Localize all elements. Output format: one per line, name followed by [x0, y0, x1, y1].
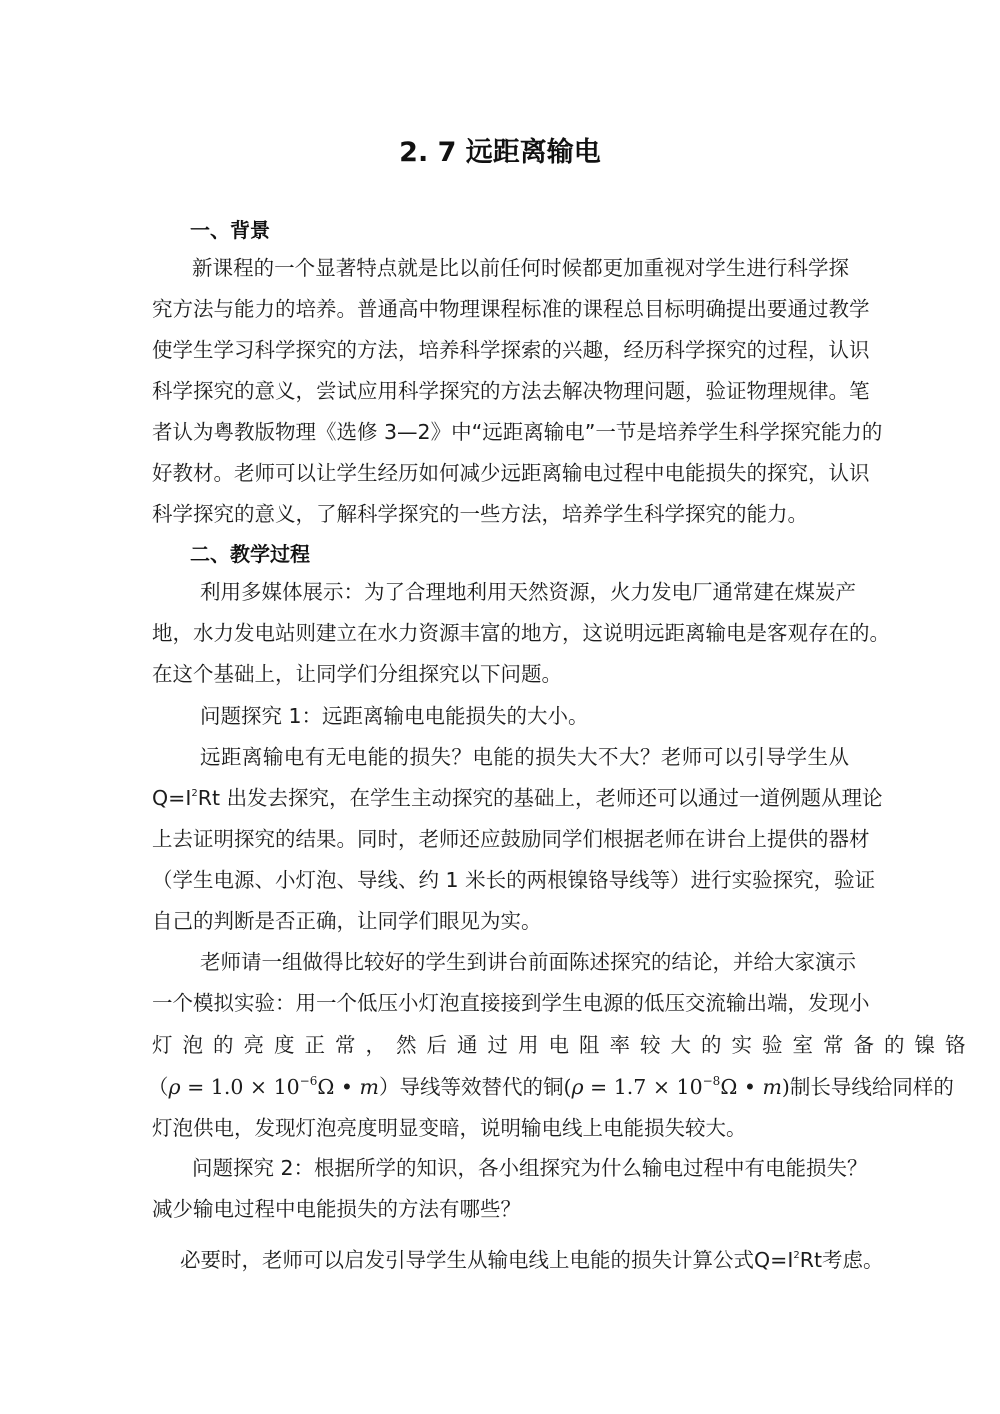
paragraph-line: 地，水力发电站则建立在水力资源丰富的地方，这说明远距离输电是客观存在的。: [152, 621, 890, 645]
paragraph-line: 利用多媒体展示：为了合理地利用天然资源，火力发电厂通常建在煤炭产: [200, 580, 856, 604]
nichrome-resistivity-formula: （$\rho = 1.0 \times 10^{-6}\Omega$ • m）: [148, 1074, 400, 1099]
paragraph-line: 远距离输电有无电能的损失？电能的损失大不大？老师可以引导学生从: [200, 745, 849, 769]
paragraph-line: 老师请一组做得比较好的学生到讲台前面陈述探究的结论，并给大家演示: [200, 950, 856, 974]
paragraph-line: 上去证明探究的结果。同时，老师还应鼓励同学们根据老师在讲台上提供的器材: [152, 827, 870, 851]
document-title: 2. 7 远距离输电: [399, 137, 601, 168]
joule-formula: $Q=I^2Rt$: [152, 786, 221, 810]
paragraph-line: 在这个基础上，让同学们分组探究以下问题。: [152, 662, 562, 686]
paragraph-line-with-resistivity: （$\rho = 1.0 \times 10^{-6}\Omega$ • m）导线等效替代的铜($\rho = 1.7 \times 10^{-8}\Omega$ • m)制长导线给同样的: [148, 1074, 954, 1099]
paragraph-line: 减少输电过程中电能损失的方法有哪些？: [152, 1197, 521, 1221]
paragraph-line: 究方法与能力的培养。普通高中物理课程标准的课程总目标明确提出要通过教学: [152, 297, 870, 321]
question-2-line: 问题探究 2：根据所学的知识，各小组探究为什么输电过程中有电能损失？: [192, 1156, 868, 1180]
paragraph-line: 好教材。老师可以让学生经历如何减少远距离输电过程中电能损失的探究，认识: [152, 461, 870, 485]
paragraph-line: （学生电源、小灯泡、导线、约 1 米长的两根镍铬导线等）进行实验探究，验证: [152, 868, 876, 892]
section-heading-background: 一、背景: [190, 218, 270, 242]
paragraph-line: 新课程的一个显著特点就是比以前任何时候都更加重视对学生进行科学探: [192, 256, 849, 280]
paragraph-line: 灯泡的亮度正常，然后通过用电阻率较大的实验室常备的镍铬: [152, 1033, 976, 1057]
section-heading-teaching-process: 二、教学过程: [190, 542, 310, 566]
paragraph-line-with-formula: 必要时，老师可以启发引导学生从输电线上电能的损失计算公式$Q=I^2Rt$考虑。: [180, 1248, 884, 1272]
paragraph-line: 科学探究的意义，了解科学探究的一些方法，培养学生科学探究的能力。: [152, 502, 808, 526]
paragraph-line: 灯泡供电，发现灯泡亮度明显变暗，说明输电线上电能损失较大。: [152, 1116, 747, 1140]
paragraph-line: 使学生学习科学探究的方法，培养科学探索的兴趣，经历科学探究的过程，认识: [152, 338, 870, 362]
paragraph-line: 科学探究的意义，尝试应用科学探究的方法去解决物理问题，验证物理规律。笔: [152, 379, 870, 403]
paragraph-line: 者认为粤教版物理《选修 3—2》中“远距离输电”一节是培养学生科学探究能力的: [152, 420, 883, 444]
joule-formula: $Q=I^2Rt$: [754, 1248, 823, 1272]
paragraph-line: 一个模拟实验：用一个低压小灯泡直接接到学生电源的低压交流输出端，发现小: [152, 991, 870, 1015]
paragraph-line-with-formula: $Q=I^2Rt$ 出发去探究，在学生主动探究的基础上，老师还可以通过一道例题从理论: [152, 786, 883, 810]
paragraph-line: 自己的判断是否正确，让同学们眼见为实。: [152, 909, 542, 933]
copper-resistivity-formula: ($\rho = 1.7 \times 10^{-8}\Omega$ • m): [563, 1074, 790, 1099]
question-1-line: 问题探究 1：远距离输电电能损失的大小。: [200, 704, 589, 728]
